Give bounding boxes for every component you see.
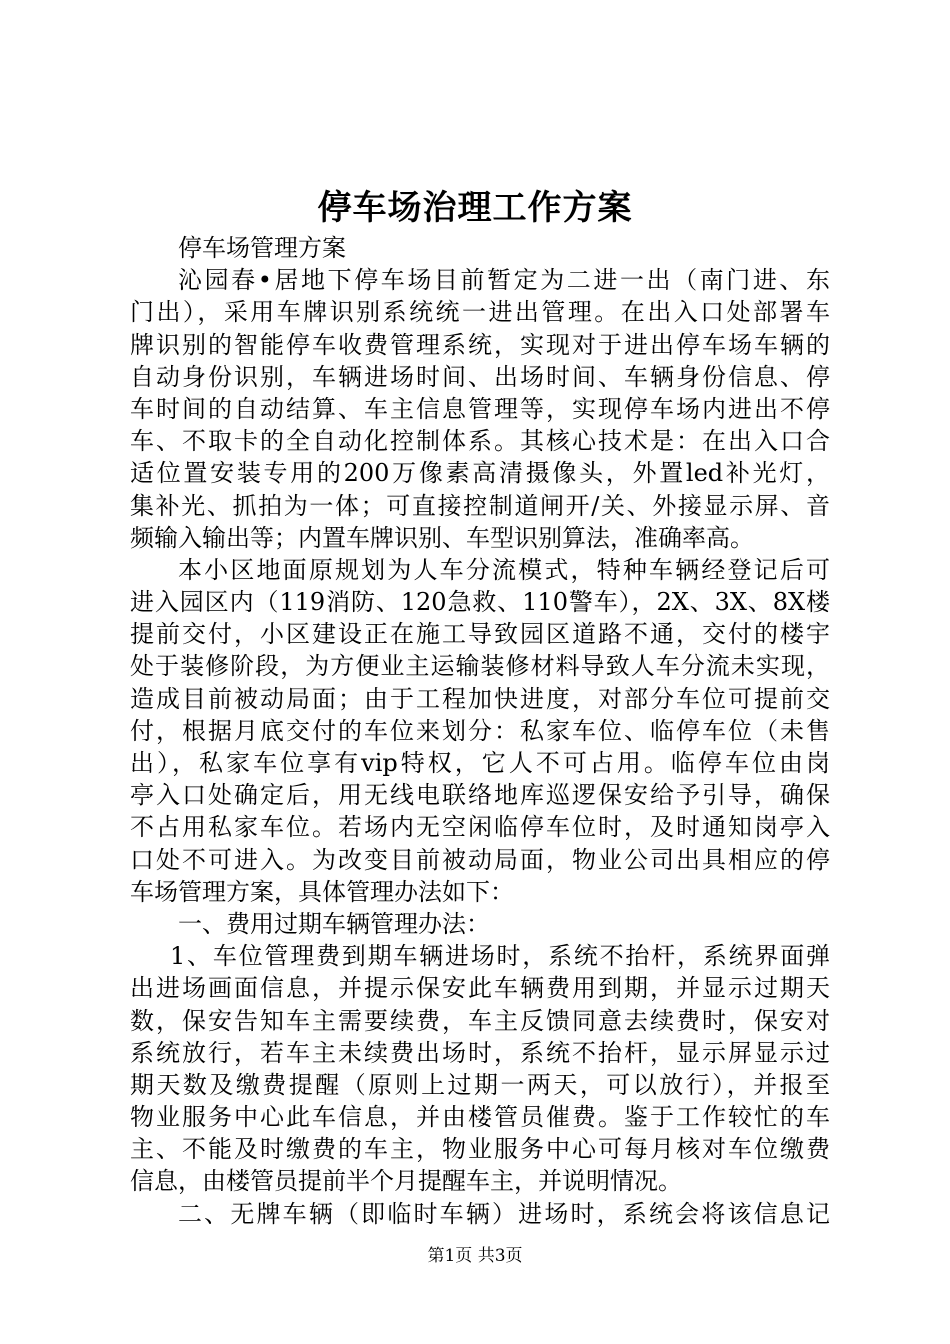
text-line: 本小区地面原规划为人车分流模式，特种车辆经登记后可 xyxy=(178,555,830,584)
text-line: 适位置安装专用的200万像素高清摄像头，外置led补光灯， xyxy=(130,459,830,488)
text-line: 一、费用过期车辆管理办法： xyxy=(178,909,490,938)
text-line: 付，根据月底交付的车位来划分：私家车位、临停车位（未售 xyxy=(130,716,830,745)
text-line: 亭入口处确定后，用无线电联络地库巡逻保安给予引导，确保 xyxy=(130,781,830,810)
document-title: 停车场治理工作方案 xyxy=(317,188,633,228)
text-line: 出），私家车位享有vip特权，它人不可占用。临停车位由岗 xyxy=(130,749,830,777)
text-line: 出进场画面信息，并提示保安此车辆费用到期，并显示过期天 xyxy=(130,974,830,1003)
text-line: 沁园春•居地下停车场目前暂定为二进一出（南门进、东 xyxy=(178,266,830,295)
text-line: 不占用私家车位。若场内无空闲临停车位时，及时通知岗亭入 xyxy=(130,813,830,842)
text-line: 车、不取卡的全自动化控制体系。其核心技术是：在出入口合 xyxy=(130,427,830,456)
text-line: 车场管理方案，具体管理办法如下： xyxy=(130,877,514,906)
text-line: 信息，由楼管员提前半个月提醒车主，并说明情况。 xyxy=(130,1167,682,1196)
text-line: 处于装修阶段，为方便业主运输装修材料导致人车分流未实现， xyxy=(130,652,830,681)
document-body xyxy=(130,232,830,1230)
text-line: 造成目前被动局面；由于工程加快进度，对部分车位可提前交 xyxy=(130,684,830,713)
text-line: 停车场管理方案 xyxy=(178,234,346,262)
text-line: 车时间的自动结算、车主信息管理等，实现停车场内进出不停 xyxy=(130,394,830,423)
text-line: 进入园区内（119消防、120急救、110警车），2X、3X、8X楼 xyxy=(130,588,830,617)
text-line: 牌识别的智能停车收费管理系统，实现对于进出停车场车辆的 xyxy=(130,330,830,359)
text-line: 频输入输出等；内置车牌识别、车型识别算法，准确率高。 xyxy=(130,523,754,552)
text-line: 口处不可进入。为改变目前被动局面，物业公司出具相应的停 xyxy=(130,845,830,874)
text-line: 集补光、抓拍为一体；可直接控制道闸开/关、外接显示屏、音 xyxy=(130,491,830,520)
text-line: 期天数及缴费提醒（原则上过期一两天，可以放行），并报至 xyxy=(130,1070,830,1099)
page-footer: 第1页 共3页 xyxy=(427,1246,523,1266)
text-line: 系统放行，若车主未续费出场时，系统不抬杆，显示屏显示过 xyxy=(130,1038,830,1067)
text-line: 主、不能及时缴费的车主，物业服务中心可每月核对车位缴费 xyxy=(130,1135,830,1164)
text-line: 自动身份识别，车辆进场时间、出场时间、车辆身份信息、停 xyxy=(130,362,830,391)
text-line: 物业服务中心此车信息，并由楼管员催费。鉴于工作较忙的车 xyxy=(130,1103,830,1132)
text-line: 数，保安告知车主需要续费，车主反馈同意去续费时，保安对 xyxy=(130,1006,830,1035)
text-line: 门出），采用车牌识别系统统一进出管理。在出入口处部署车 xyxy=(130,298,830,327)
text-line: 提前交付，小区建设正在施工导致园区道路不通，交付的楼宇 xyxy=(130,620,830,649)
text-line: 二、无牌车辆（即临时车辆）进场时，系统会将该信息记 xyxy=(178,1199,830,1228)
text-line: 1、车位管理费到期车辆进场时，系统不抬杆，系统界面弹 xyxy=(170,942,830,971)
